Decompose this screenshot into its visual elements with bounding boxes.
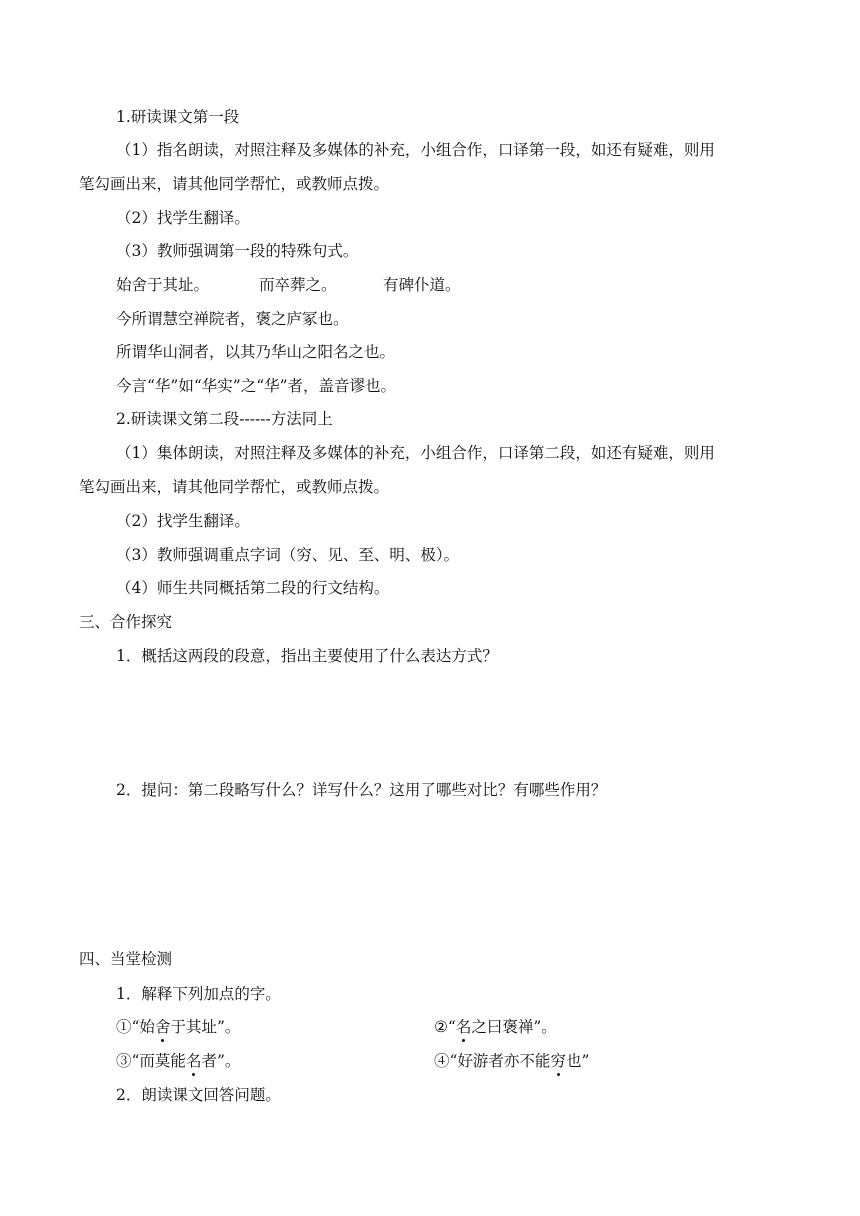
item-4-suffix: 也” (565, 1052, 590, 1070)
section3-question2: 2．提问：第二段略写什么？详写什么？这用了哪些对比？有哪些作用？ (116, 781, 607, 799)
item-1-suffix: 于其址”。 (170, 1018, 241, 1036)
s1-title: 1.研读课文第一段 (116, 108, 240, 126)
section4-question1: 1．解释下列加点的字。 (116, 985, 281, 1003)
item-4 (434, 1051, 589, 1071)
s1-example4: 今言“华”如“华实”之“华”者，盖音谬也。 (116, 377, 397, 395)
section3-question1: 1．概括这两段的段意，指出主要使用了什么表达方式？ (116, 647, 498, 665)
s2-para1-line2: 笔勾画出来，请其他同学帮忙，或教师点拨。 (79, 478, 390, 496)
s1-example2: 今所谓慧空禅院者，褒之庐冢也。 (116, 310, 349, 328)
s2-para3: （3）教师强调重点字词（穷、见、至、明、极）。 (116, 546, 460, 564)
item-2-prefix: ②“ (434, 1018, 456, 1036)
s2-para4: （4）师生共同概括第二段的行文结构。 (116, 579, 390, 597)
s1-para3: （3）教师强调第一段的特殊句式。 (116, 242, 359, 260)
s1-example1-a: 始舍于其址。 (116, 276, 210, 294)
s1-para1-line2: 笔勾画出来，请其他同学帮忙，或教师点拨。 (79, 175, 390, 193)
s1-example3: 所谓华山洞者，以其乃华山之阳名之也。 (116, 343, 396, 361)
item-3-prefix: ③“而莫能 (116, 1052, 186, 1070)
item-2-suffix: 之曰褒禅”。 (471, 1018, 557, 1036)
item-3-dotted-char: 名 (185, 1052, 202, 1070)
item-2 (434, 1017, 557, 1037)
item-4-dotted-char: 穷 (550, 1052, 566, 1070)
item-2-dotted-char: 名 (455, 1018, 472, 1036)
item-1-prefix: ①“始 (116, 1018, 155, 1036)
item-4-prefix: ④“好游者亦不能 (434, 1052, 551, 1070)
s1-para1-line1: （1）指名朗读，对照注释及多媒体的补充，小组合作，口译第一段，如还有疑难，则用 (116, 141, 715, 159)
item-3 (116, 1051, 240, 1071)
s2-para2: （2）找学生翻译。 (116, 512, 250, 530)
section3-heading: 三、合作探究 (79, 613, 173, 631)
item-3-suffix: 者”。 (201, 1052, 241, 1070)
section4-heading: 四、当堂检测 (79, 950, 173, 968)
s1-para2: （2）找学生翻译。 (116, 209, 250, 227)
s1-example1-c: 有碑仆道。 (383, 276, 461, 294)
s2-para1-line1: （1）集体朗读，对照注释及多媒体的补充，小组合作，口译第二段，如还有疑难，则用 (116, 444, 715, 462)
s1-example1-b: 而卒葬之。 (259, 276, 337, 294)
item-1 (116, 1017, 240, 1037)
item-1-dotted-char: 舍 (154, 1018, 171, 1036)
s2-title: 2.研读课文第二段------方法同上 (116, 410, 333, 428)
section4-question2: 2．朗读课文回答问题。 (116, 1086, 281, 1104)
